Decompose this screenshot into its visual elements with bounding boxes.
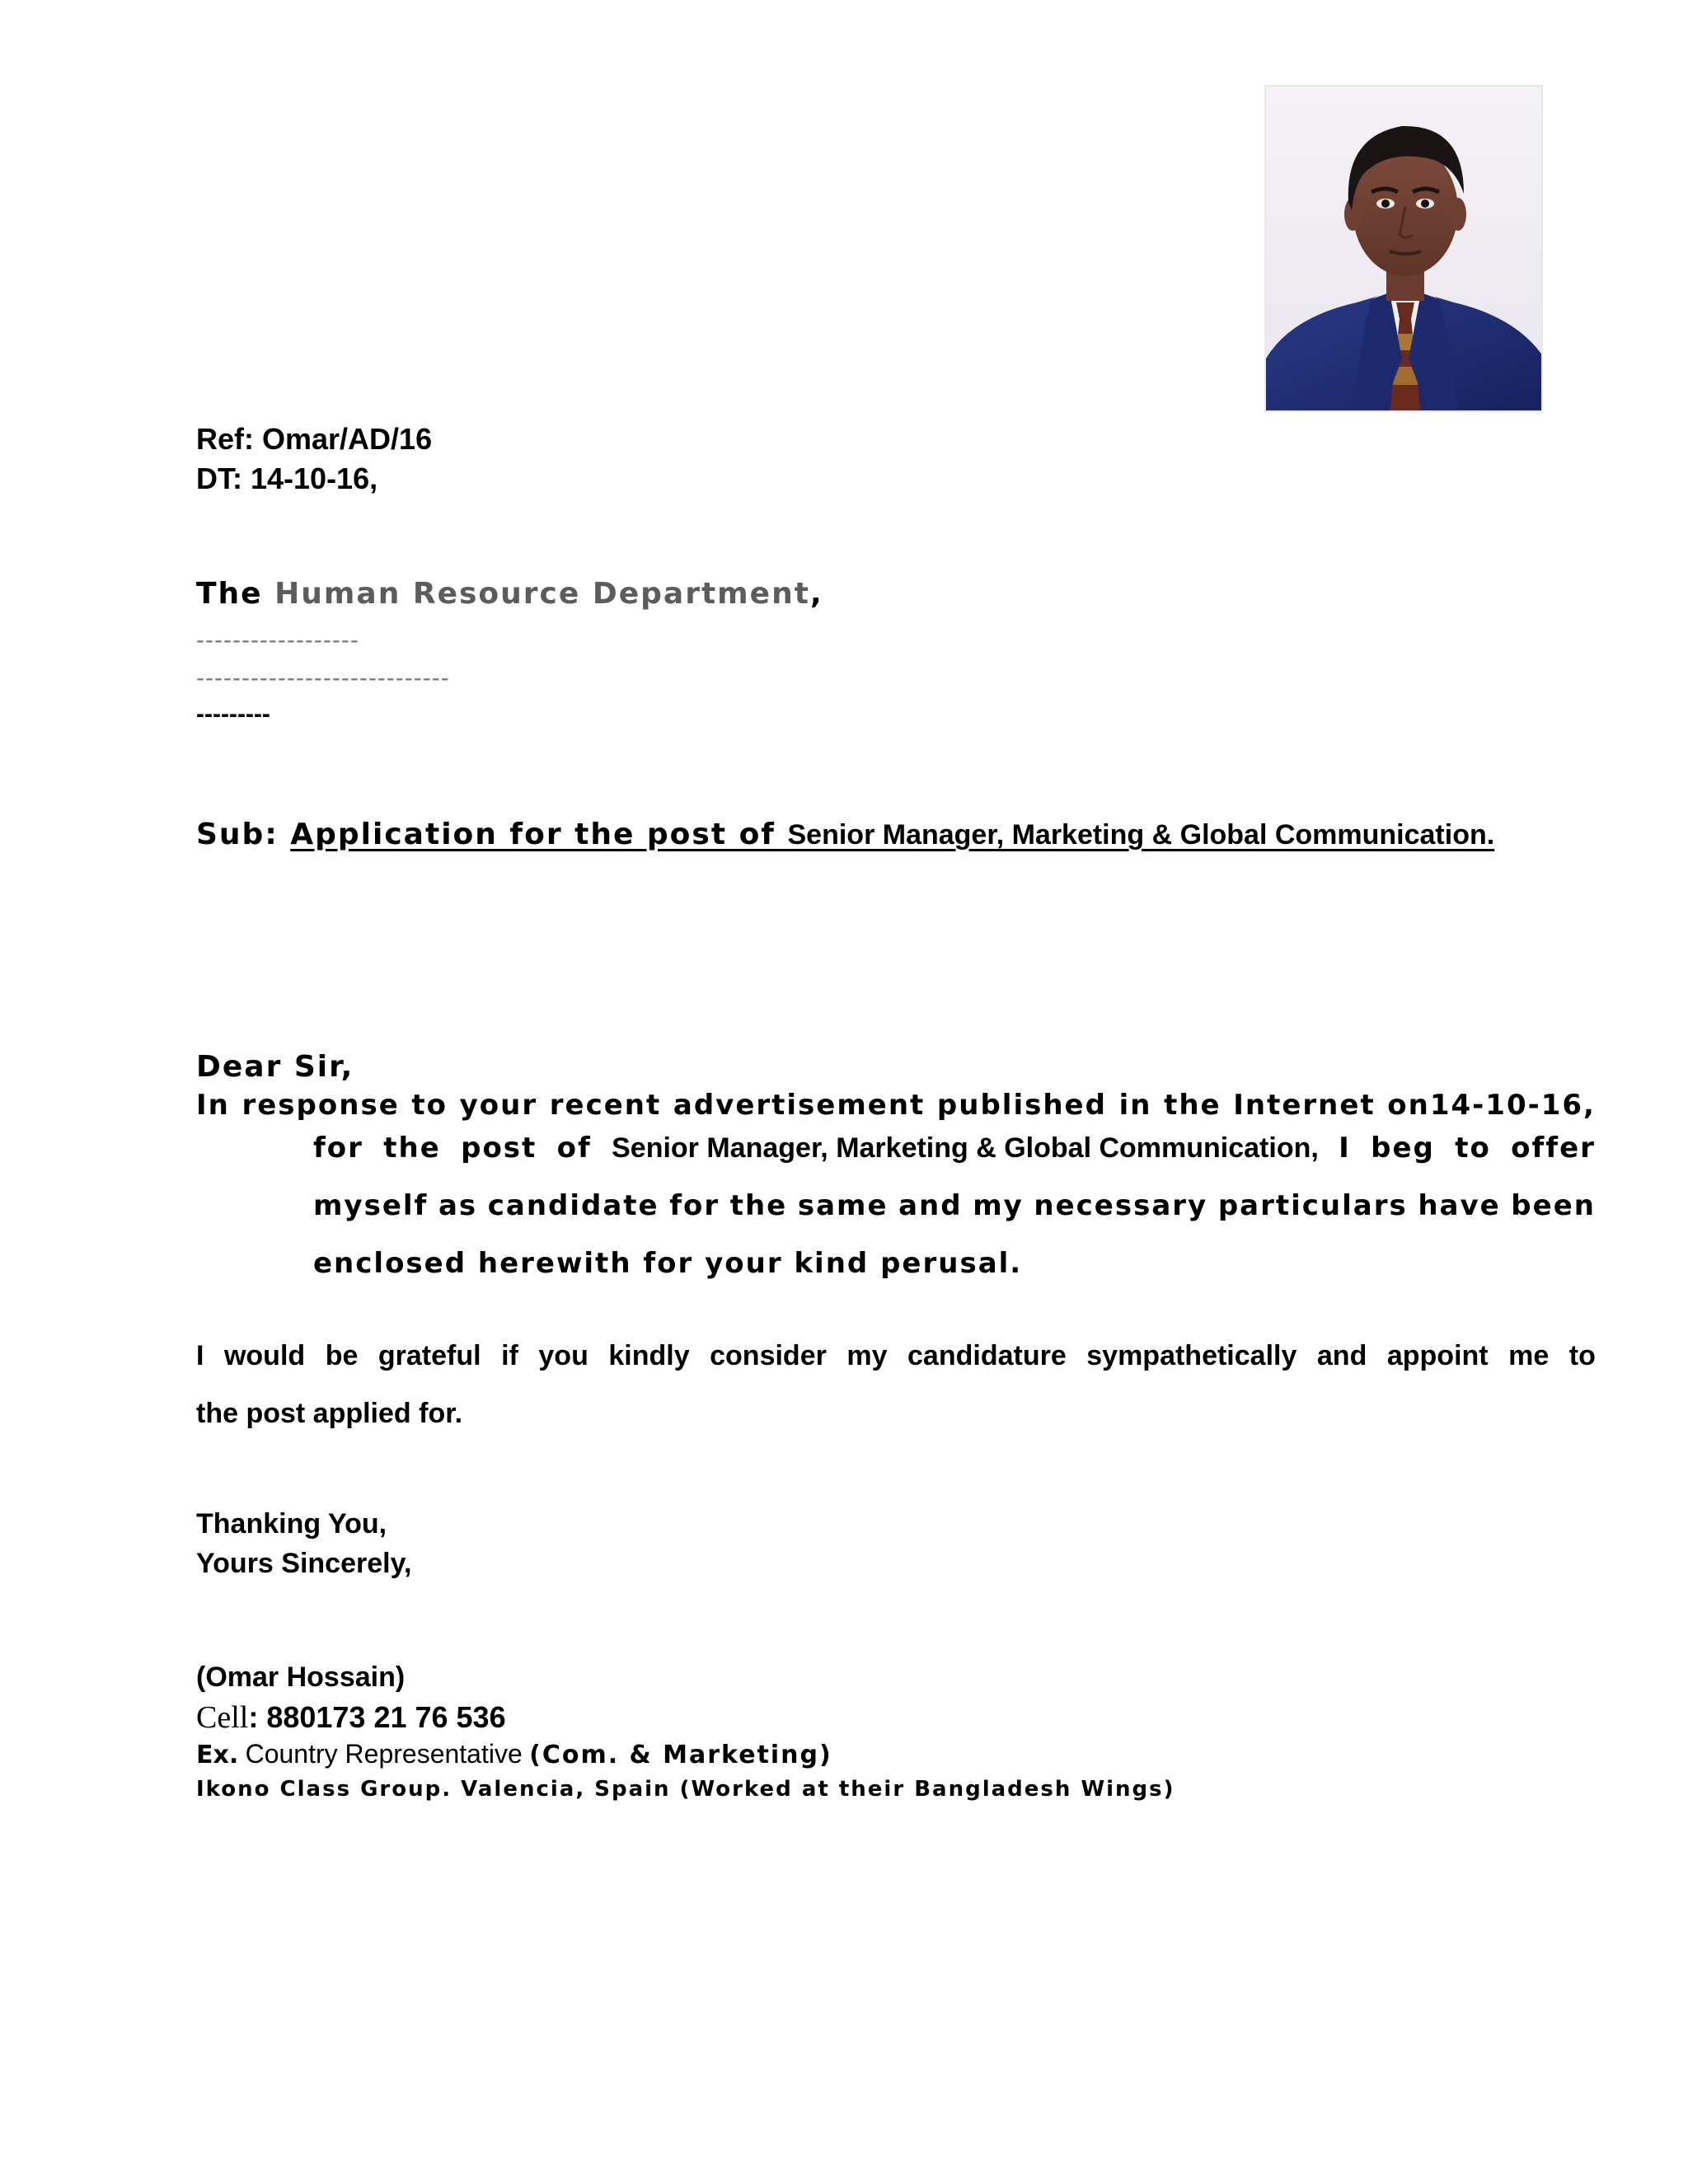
experience-label: Ex. xyxy=(196,1741,239,1769)
letter-date: DT: 14-10-16, xyxy=(196,462,378,495)
paragraph-1-line-4: enclosed herewith for your kind perusal. xyxy=(313,1247,1023,1280)
paragraph-1-line-2-word: post xyxy=(461,1132,537,1165)
subject-line xyxy=(196,818,1494,851)
paragraph-1-line-3-word: and xyxy=(898,1189,963,1222)
paragraph-1-line-2-word: to xyxy=(1455,1132,1491,1165)
experience-dept: (Com. & Marketing) xyxy=(529,1741,832,1769)
paragraph-2-line-1-word: would xyxy=(223,1340,306,1371)
subject-label: Sub: xyxy=(196,818,291,851)
paragraph-2-line-1-word: and xyxy=(1316,1340,1367,1371)
paragraph-1-line-1 xyxy=(196,1085,1596,1127)
paragraph-2-line-1-word: consider xyxy=(710,1340,827,1371)
paragraph-1-line-3-word: have xyxy=(1418,1189,1501,1222)
paragraph-1-line-2-word: the xyxy=(383,1132,441,1165)
paragraph-1-line-1-word: your xyxy=(459,1089,538,1122)
paragraph-2-line-1-word: grateful xyxy=(377,1340,481,1371)
paragraph-1-line-3-word: as xyxy=(438,1189,478,1222)
recipient-suffix: , xyxy=(809,577,823,611)
paragraph-1-line-1-word: to xyxy=(411,1089,448,1122)
paragraph-1-line-3-word: necessary xyxy=(1034,1189,1208,1222)
cell-number: : 880173 21 76 536 xyxy=(248,1700,506,1734)
subject-text: Application for the post of Senior Manager, Marketing & Global Communication. xyxy=(290,818,1495,851)
paragraph-2-line-1-word: my xyxy=(846,1340,888,1371)
experience-line xyxy=(196,1739,832,1769)
paragraph-2-line-1-word: be xyxy=(325,1340,359,1371)
paragraph-1-line-3-word: particulars xyxy=(1217,1189,1408,1222)
paragraph-1-line-2-word: beg xyxy=(1371,1132,1435,1165)
paragraph-2-line-1-word: if xyxy=(501,1340,518,1371)
address-placeholder-2: ---------------------------- xyxy=(196,664,450,691)
recipient-prefix: The xyxy=(196,577,275,611)
paragraph-1-line-3-word: candidate xyxy=(487,1189,659,1222)
paragraph-2-line-2: the post applied for. xyxy=(196,1398,463,1429)
recipient-department: Human Resource Department xyxy=(274,577,810,611)
paragraph-2-line-1-word: you xyxy=(538,1340,588,1371)
contact-cell xyxy=(196,1699,506,1736)
closing-sign-off: Yours Sincerely, xyxy=(196,1548,412,1579)
address-placeholder-3: --------- xyxy=(196,701,270,728)
paragraph-1-line-1-word: published xyxy=(936,1089,1107,1122)
paragraph-1-post-title: Senior Manager, Marketing & Global Communication, xyxy=(612,1132,1319,1164)
paragraph-2-line-1-word: candidature xyxy=(907,1340,1067,1371)
cell-label: Cell xyxy=(196,1700,249,1735)
paragraph-1-line-1-word: Internet xyxy=(1233,1089,1376,1122)
address-placeholder-1: ------------------ xyxy=(196,626,359,654)
subject-post: Senior Manager, Marketing & Global Communication. xyxy=(787,819,1495,851)
paragraph-1-line-2-word: for xyxy=(313,1132,363,1165)
paragraph-2-line-1 xyxy=(196,1335,1596,1393)
paragraph-1-line-3-word: the xyxy=(729,1189,788,1222)
paragraph-2-line-1-word: to xyxy=(1568,1340,1596,1371)
paragraph-1-line-1-word: In xyxy=(196,1089,230,1122)
reference-number: Ref: Omar/AD/16 xyxy=(196,422,433,456)
salutation: Dear Sir, xyxy=(196,1050,354,1084)
paragraph-1-line-3-word: myself xyxy=(313,1189,429,1222)
paragraph-1-line-3-word: been xyxy=(1511,1189,1596,1222)
paragraph-request xyxy=(196,1335,1596,1451)
company-line: Ikono Class Group. Valencia, Spain (Worked at their Bangladesh Wings) xyxy=(196,1777,1175,1802)
paragraph-1-line-1-word: recent xyxy=(549,1089,662,1122)
paragraph-1-line-2-word: I xyxy=(1339,1132,1351,1165)
paragraph-1-line-3-word: for xyxy=(669,1189,720,1222)
applicant-photo xyxy=(1264,85,1543,412)
paragraph-1-line-2 xyxy=(196,1127,1596,1185)
paragraph-2-line-1-word: appoint xyxy=(1386,1340,1489,1371)
paragraph-1-line-2-word: of xyxy=(556,1132,592,1165)
recipient-line xyxy=(196,577,823,611)
paragraph-1-line-1-word: in xyxy=(1118,1089,1152,1122)
signatory-name: (Omar Hossain) xyxy=(196,1661,406,1693)
paragraph-1-line-2-word: offer xyxy=(1511,1132,1596,1165)
paragraph-2-line-1-word: kindly xyxy=(608,1340,690,1371)
paragraph-1-line-1-word: advertisement xyxy=(673,1089,926,1122)
paragraph-2-line-1-word: I xyxy=(196,1340,204,1371)
closing-thanks: Thanking You, xyxy=(196,1508,387,1540)
paragraph-2-line-1-word: sympathetically xyxy=(1086,1340,1297,1371)
paragraph-1-line-3-word: same xyxy=(797,1189,889,1222)
paragraph-application xyxy=(196,1085,1596,1301)
paragraph-1-line-3 xyxy=(196,1185,1596,1243)
paragraph-2-line-1-word: me xyxy=(1508,1340,1550,1371)
paragraph-1-line-1-word: response xyxy=(241,1089,400,1122)
paragraph-1-line-1-word: on14-10-16, xyxy=(1387,1089,1596,1122)
paragraph-1-line-1-word: the xyxy=(1164,1089,1221,1122)
experience-role: Country Representative xyxy=(245,1739,523,1769)
paragraph-1-line-3-word: my xyxy=(973,1189,1024,1222)
